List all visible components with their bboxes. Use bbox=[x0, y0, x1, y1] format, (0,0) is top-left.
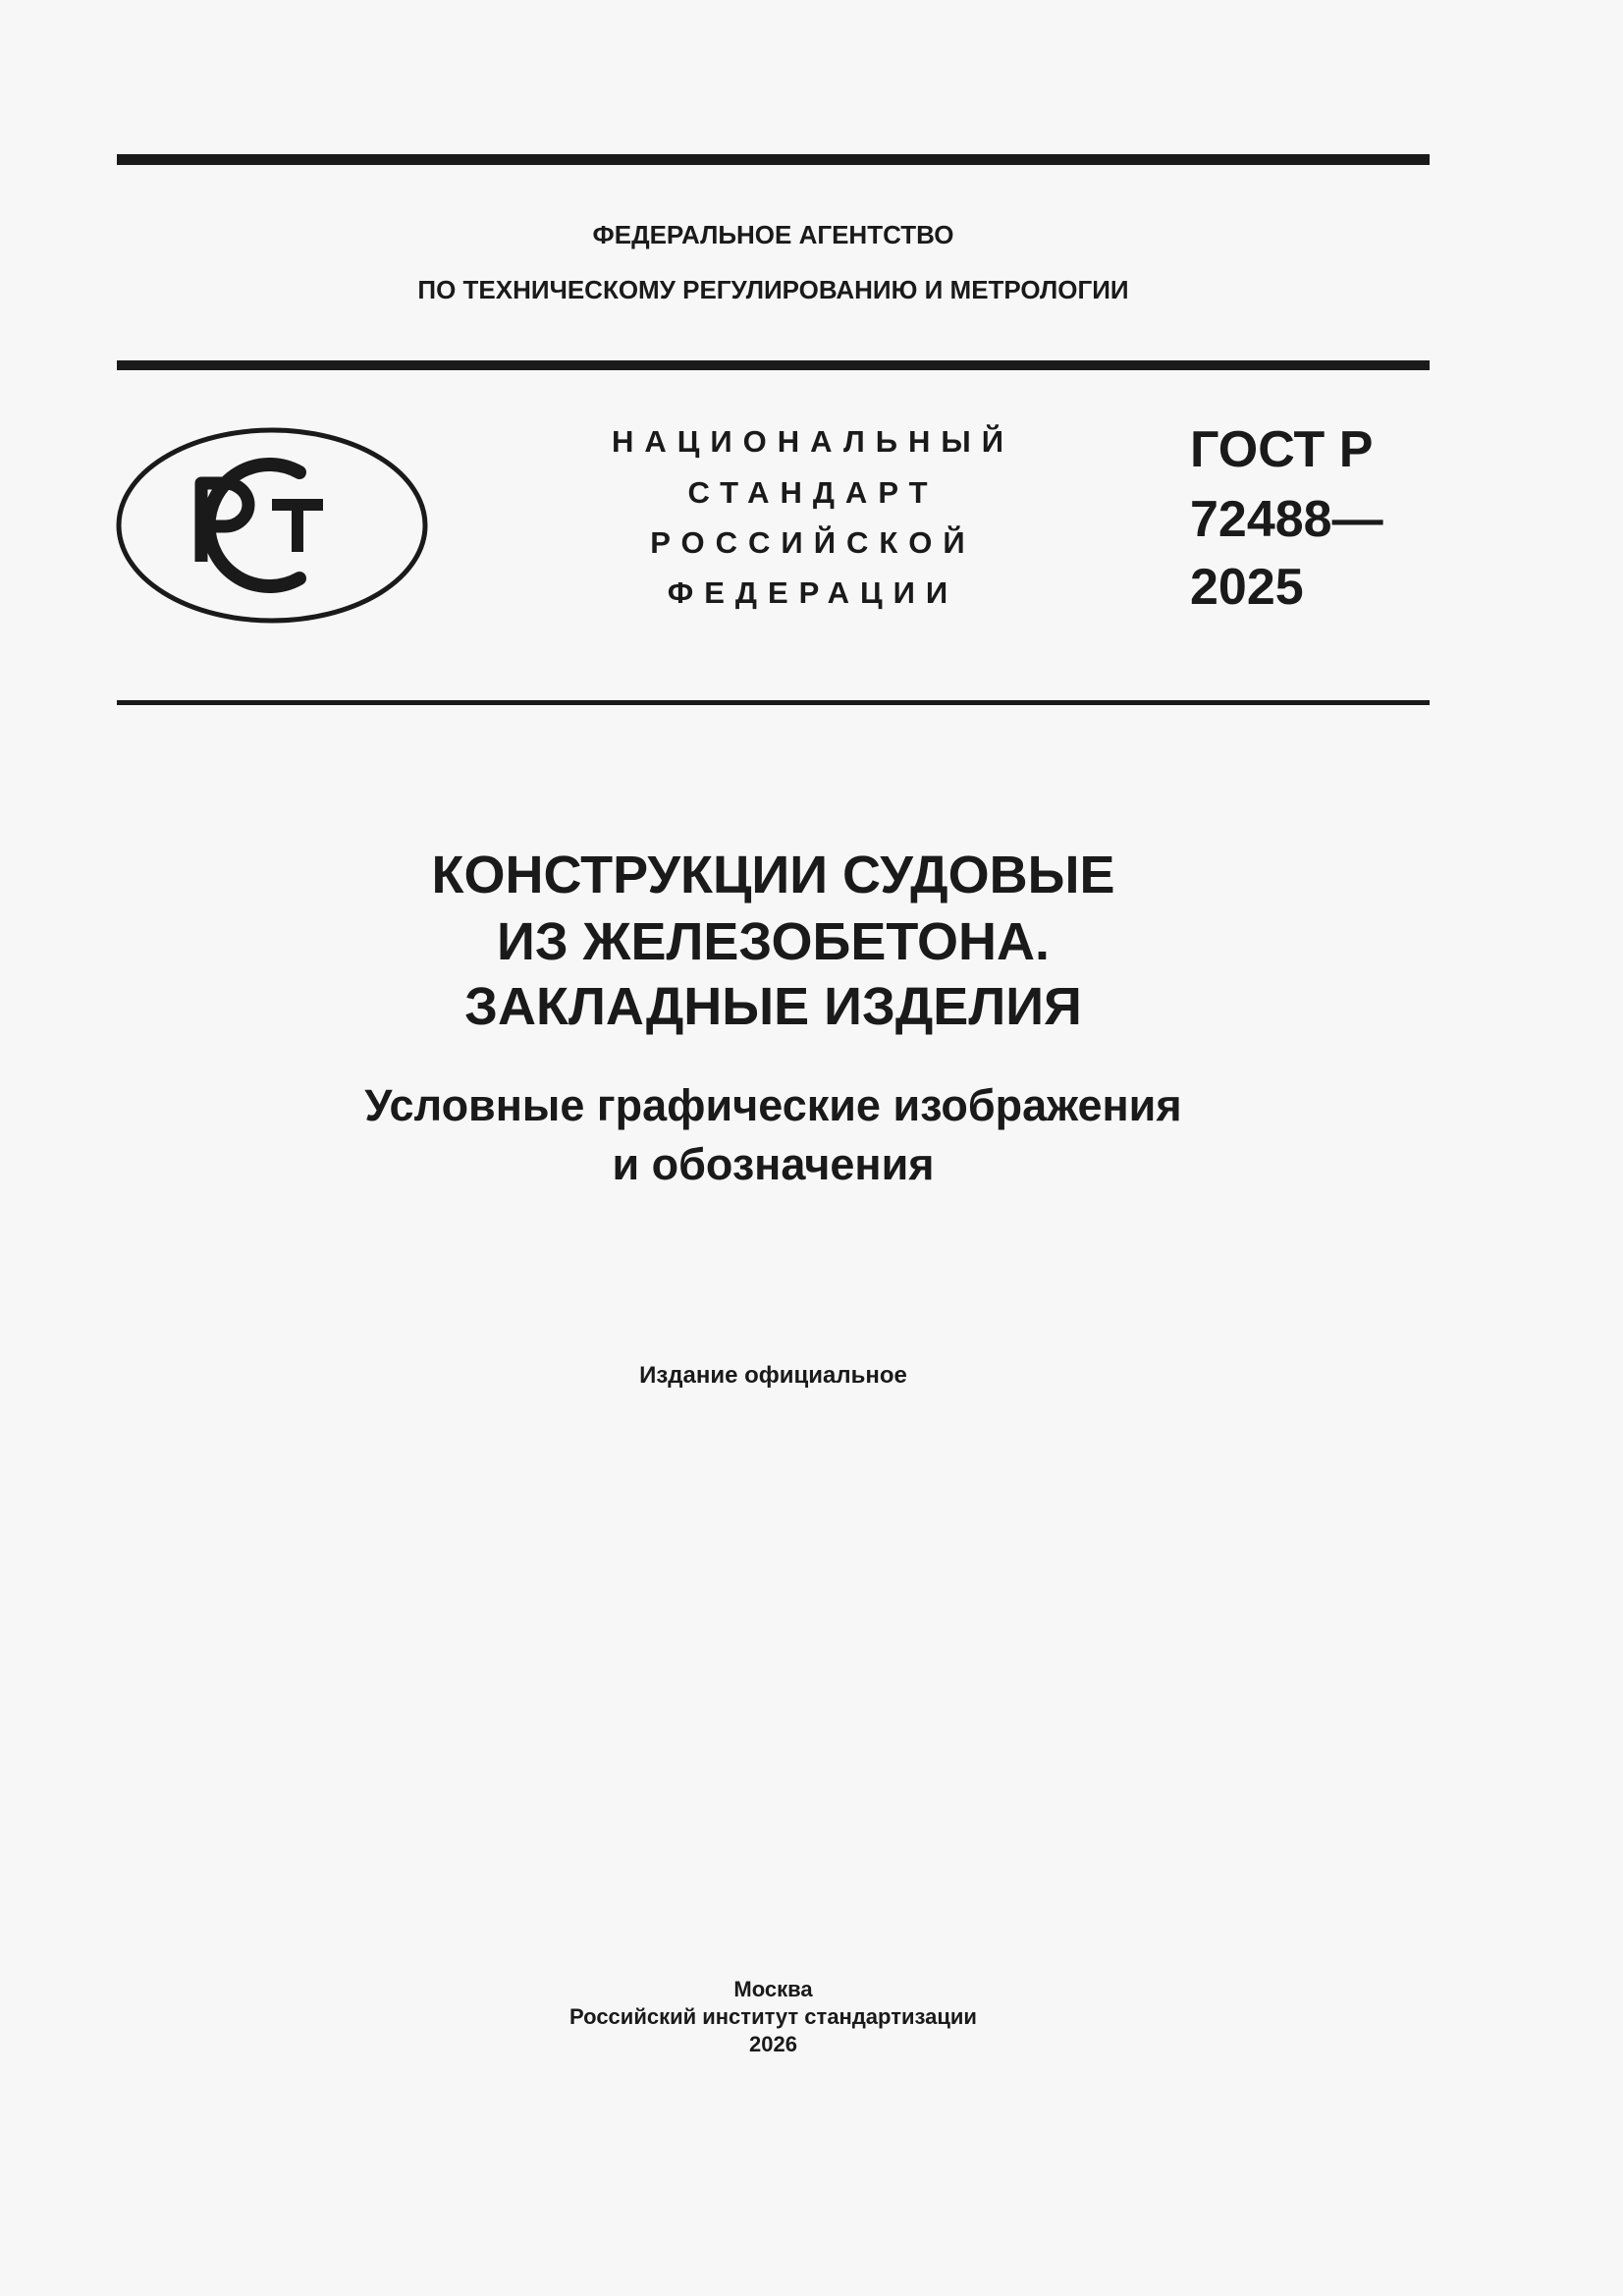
document-subtitle-line2: и обозначения bbox=[612, 1139, 935, 1189]
agency-name-line1: ФЕДЕРАЛЬНОЕ АГЕНТСТВО bbox=[592, 220, 954, 249]
standard-designation-line1: ГОСТ Р bbox=[1190, 421, 1374, 478]
agency-name-line2: ПО ТЕХНИЧЕСКОМУ РЕГУЛИРОВАНИЮ И МЕТРОЛОГИИ bbox=[417, 275, 1129, 304]
standard-designation-line3: 2025 bbox=[1190, 559, 1304, 616]
document-title-line3: ЗАКЛАДНЫЕ ИЗДЕЛИЯ bbox=[464, 977, 1082, 1036]
middle-divider bbox=[117, 360, 1430, 370]
standard-designation-line2: 72488— bbox=[1190, 491, 1383, 548]
standard-type-line3: РОССИЙСКОЙ bbox=[650, 525, 976, 560]
document-subtitle-line1: Условные графические изображения bbox=[364, 1080, 1182, 1130]
rst-certification-mark-icon bbox=[115, 426, 429, 625]
standard-type-line4: ФЕДЕРАЦИИ bbox=[667, 575, 959, 610]
imprint-city: Москва bbox=[733, 1977, 813, 2001]
standard-type-line2: СТАНДАРТ bbox=[687, 475, 939, 510]
standard-type-line1: НАЦИОНАЛЬНЫЙ bbox=[611, 424, 1015, 459]
edition-label: Издание официальное bbox=[639, 1362, 907, 1389]
bottom-divider bbox=[117, 700, 1430, 705]
document-title-line1: КОНСТРУКЦИИ СУДОВЫЕ bbox=[431, 846, 1115, 904]
document-title-line2: ИЗ ЖЕЛЕЗОБЕТОНА. bbox=[497, 912, 1050, 971]
imprint-year: 2026 bbox=[749, 2032, 797, 2056]
imprint-publisher: Российский институт стандартизации bbox=[569, 2004, 977, 2029]
top-divider bbox=[117, 154, 1430, 165]
